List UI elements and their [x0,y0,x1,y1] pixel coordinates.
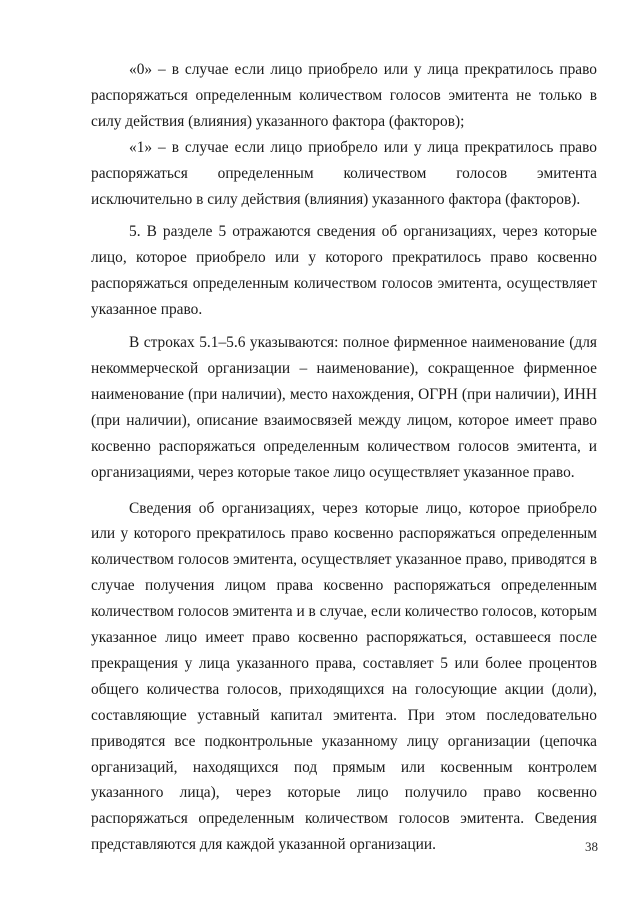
paragraph-section-5: 5. В разделе 5 отражаются сведения об организациях, через которые лицо, которое приобрело или у которого прекратилось право косвенно распоряжаться определенным количеством голосов эмитента, осуществляет указанное право. [91,223,597,319]
paragraph-value-1-definition: «1» – в случае если лицо приобрело или у лица прекратилось право распоряжаться определенным количеством голосов эмитента исключительно в силу действия (влияния) указанного фактора (факторов). [91,138,597,208]
paragraph-organizations-info: Сведения об организациях, через которые лицо, которое приобрело или у которого прекратилось право косвенно распоряжаться определенным количеством голосов эмитента, осуществляет указанное право, приводятся в случае получения лицом права косвенно распоряжаться определенным количеством голосов эмитента и в случае, если количество голосов, которым указанное лицо имеет право косвенно распоряжаться, оставшееся после прекращения у лица указанного права, составляет 5 или более процентов общего количества голосов, приходящихся на голосующие акции (доли), составляющие уставный капитал эмитента. При этом последовательно приводятся все подконтрольные указанному лицу организации (цепочка организаций, находящихся под прямым или косвенным контролем указанного лица), через которые лицо получило право косвенно распоряжаться определенным количеством голосов эмитента. Сведения представляются для каждой указанной организации. [91,499,597,854]
paragraph-lines-5-1-5-6: В строках 5.1–5.6 указываются: полное фирменное наименование (для некоммерческой организации – наименование), сокращенное фирменное наименование (при наличии), место нахождения, ОГРН (при наличии), ИНН (при наличии), описание взаимосвязей между лицом, которое имеет право косвенно распоряжаться определенным количеством голосов эмитента, и организациями, через которые такое лицо осуществляет указанное право. [91,334,597,481]
document-page [91,57,597,858]
paragraph-value-0-definition: «0» – в случае если лицо приобрело или у лица прекратилось право распоряжаться определенным количеством голосов эмитента не только в силу действия (влияния) указанного фактора (факторов); [91,61,597,130]
page-number: 38 [585,839,598,854]
